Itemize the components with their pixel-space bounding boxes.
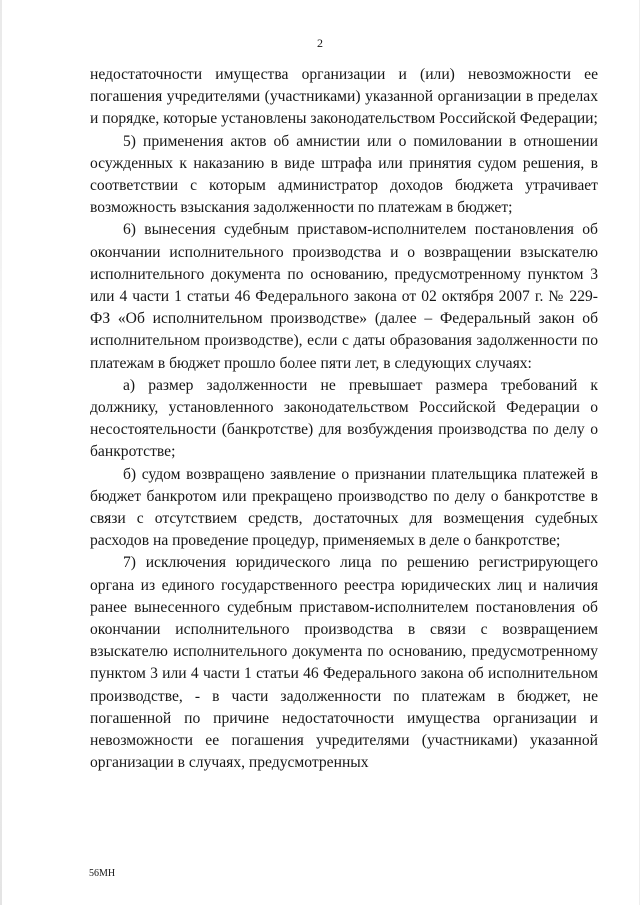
paragraph-item-7: 7) исключения юридического лица по решению регистрирующего органа из единого государственного реестра юридических лиц и наличия ранее вынесенного судебным приставом-исполнителем постановления об окончании исполнительного производства в связи с возвращением взыскателю исполнительного документа по основанию, предусмотренному пунктом 3 или 4 части 1 статьи 46 Федерального закона об исполнительном производстве, - в части задолженности по платежам в бюджет, не погашенной по причине недостаточности имущества организации и невозможности ее погашения учредителями (участниками) указанной организации в случаях, предусмотренных xyxy=(90,554,598,772)
footer-document-code: 56МН xyxy=(89,868,116,879)
scan-edge-left xyxy=(0,0,2,905)
paragraph-item-5: 5) применения актов об амнистии или о помиловании в отношении осужденных к наказанию в виде штрафа или принятия судом решения, в соответствии с которым администратор доходов бюджета утрачивает возможность взыскания задолженности по платежам в бюджет; xyxy=(90,132,598,217)
page-number: 2 xyxy=(317,36,323,50)
paragraph-subitem-a: а) размер задолженности не превышает размера требований к должнику, установленного законодательством Российской Федерации о несостоятельности (банкротстве) для возбуждения производства по делу о банкротстве; xyxy=(90,376,598,461)
paragraph-subitem-b: б) судом возвращено заявление о признании плательщика платежей в бюджет банкротом или прекращено производство по делу о банкротстве в связи с отсутствием средств, достаточных для возмещения судебных расходов на проведение процедур, применяемых в деле о банкротстве; xyxy=(90,465,598,550)
paragraph-continuation: недостаточности имущества организации и (или) невозможности ее погашения учредителями (участниками) указанной организации в пределах и порядке, которые установлены законодательством Российской Федерации; xyxy=(90,66,598,128)
document-body xyxy=(90,64,598,775)
paragraph-item-6: 6) вынесения судебным приставом-исполнителем постановления об окончании исполнительного производства и о возвращении взыскателю исполнительного документа по основанию, предусмотренному пунктом 3 или 4 части 1 статьи 46 Федерального закона от 02 октября 2007 г. № 229-ФЗ «Об исполнительном производстве» (далее – Федеральный закон об исполнительном производстве), если с даты образования задолженности по платежам в бюджет прошло более пяти лет, в следующих случаях: xyxy=(90,221,598,372)
